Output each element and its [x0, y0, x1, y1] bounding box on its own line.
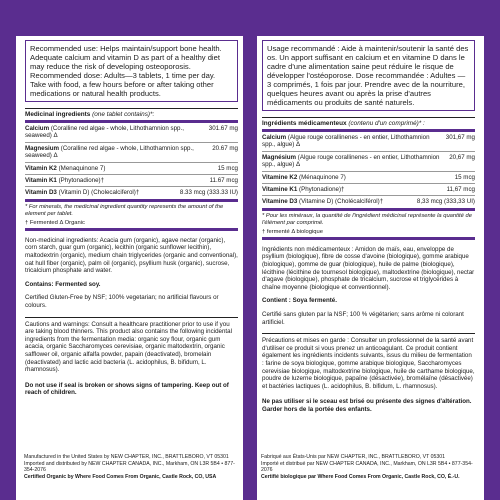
importer-line: Imported and distributed by NEW CHAPTER CANADA, INC., Markham, ON L3R 5B4 • 877-354-2076	[24, 460, 235, 474]
symbol-legend: † Fermented Δ Organic	[25, 220, 238, 231]
ingredient-row	[25, 187, 238, 201]
ingredient-amount: 20,67 mg	[449, 153, 475, 161]
ingredient-name: Vitamin K1	[25, 177, 57, 185]
cautions-and-warnings: Cautions and warnings: Consult a healthcare practitioner prior to use if you are taking blood thinners. This product also contains the following incidental ingredients from the fermentation media: organic soy flour, organic gum acacia, organic Saccharomyces cerevisiae, organic maltodextrin, organic safflower oil, organic alfalfa powder, papain (deactivated), bromelain (deactivated) and lactic acid bacteria (L. acidophilus, B. bifidum, L. rhamnosus).	[25, 317, 238, 374]
ingredient-amount: 11.67 mcg	[209, 177, 238, 185]
ingredient-detail: (Algue rouge corallinenes - en entier, Lithothamnion spp., algue) Δ	[262, 153, 440, 169]
tamper-warning: Ne pas utiliser si le sceau est brisé ou présente des signes d'altération. Garder hors de la portée des enfants.	[262, 398, 472, 413]
minerals-footnote: * For minerals, the medicinal ingredient quantity represents the amount of the element per tablet.	[25, 203, 224, 217]
ingredient-detail: (Phytonadione)†	[299, 186, 345, 194]
ingredient-row	[25, 143, 238, 163]
ingredient-row	[262, 172, 475, 184]
ingredient-detail: (Vitamine D) (Cholécalciférol)†	[299, 198, 384, 206]
french-label-panel	[257, 36, 480, 484]
ingredient-amount: 11,67 mcg	[446, 186, 475, 194]
manufacturer-info	[261, 454, 476, 480]
ingredient-name: Magnésium	[262, 153, 297, 161]
ingredient-amount: 301.67 mg	[208, 125, 238, 132]
ingredient-amount: 301,67 mg	[445, 134, 475, 141]
minerals-footnote: * Pour les minéraux, la quantité de l'ingrédient médicinal représente la quantité de l'élément par comprimé.	[262, 212, 472, 226]
facts-subtitle: (contenu d'un comprimé)* :	[348, 120, 425, 127]
medicinal-ingredients-table	[25, 108, 238, 231]
ingredient-amount: 8.33 mcg (333.33 IU)	[179, 189, 238, 197]
organic-certifier-line: Certified Organic by Where Food Comes From Organic, Castle Rock, CO, USA	[24, 473, 217, 480]
ingredient-name: Vitamine K1	[262, 186, 298, 194]
ingredient-amount: 8,33 mcg (333,33 UI)	[416, 198, 475, 206]
tamper-warning: Do not use if seal is broken or shows signs of tampering. Keep out of reach of children.	[25, 381, 229, 397]
usage-recommande-box	[262, 40, 475, 111]
contains-statement: Contient : Soya fermenté.	[262, 297, 337, 305]
ingredient-row	[262, 132, 475, 152]
precautions-et-mises-en-garde: Précautions et mises en garde : Consulter un professionnel de la santé avant d'utiliser ce produit si vous prenez un anticoagulant. Ce produit contient également les ingrédients incidents suivants, issus du milieu de fermentation : farine de soya biologique, gomme arabique biologique, Saccharomyces cerevisiae biologique, maltodextrine biologique, huile de carthame biologique, poudre de luzerne biologique, papaïne (désactivée), bromélaïne (désactivée) et bactéries lactiques (L. acidophilus, B. bifidum, L. rhamnosus).	[262, 333, 475, 390]
certification-statement: Certifié sans gluten par la NSF; 100 % végétarien; sans arôme ni colorant artificiel.	[262, 311, 464, 326]
ingredient-row	[262, 196, 475, 210]
ingredient-row	[25, 175, 238, 187]
recommended-use-box	[25, 40, 238, 102]
recommended-use-text: Recommended use: Helps maintain/support bone health. Adequate calcium and vitamin D as part of a healthy diet may reduce the risk of developing osteoporosis. Recommended dose: Adults—3 tablets, 1 time per day. Take with food, a few hours before or after taking other medications or natural health products.	[30, 44, 222, 98]
center-purple-divider	[243, 0, 257, 500]
manufacturer-line: Manufactured in the United States by NEW CHAPTER, INC., BRATTLEBORO, VT 05301	[24, 454, 229, 461]
facts-header	[262, 118, 475, 132]
certification-statement: Certified Gluten-Free by NSF; 100% vegetarian; no artificial flavours or colours.	[25, 294, 219, 309]
ingredient-row	[25, 123, 238, 143]
ingredient-detail: (Algue rouge corallinenes - en entier, Lithothamnion spp., algue) Δ	[262, 134, 430, 149]
ingredient-row	[262, 152, 475, 172]
ingredient-name: Vitamin K2	[25, 164, 57, 172]
ingredient-amount: 15 mcg	[454, 173, 475, 181]
ingredient-name: Vitamine D3	[262, 198, 298, 206]
facts-title: Medicinal ingredients	[25, 111, 91, 118]
left-purple-band	[0, 0, 16, 500]
ingredient-detail: (Menaquinone 7)	[58, 164, 106, 172]
right-purple-band	[484, 0, 500, 500]
ingredient-detail: (Coralline red algae - whole, Lithothamnion spp., seaweed) Δ	[25, 144, 194, 160]
ingredient-detail: (Phytonadione)†	[58, 177, 105, 185]
facts-title: Ingrédients médicamenteux	[262, 120, 347, 127]
ingredient-name: Vitamine K2	[262, 173, 298, 181]
importer-line: Importé et distribué par NEW CHAPTER CANADA, INC., Markham, ON L3R 5B4 • 877-354-2076	[261, 460, 473, 474]
ingredient-name: Vitamin D3	[25, 189, 57, 197]
ingredient-amount: 15 mcg	[217, 164, 238, 172]
contains-statement: Contains: Fermented soy.	[25, 280, 101, 288]
ingredient-row	[262, 184, 475, 196]
symbol-legend: † fermenté Δ biologique	[262, 229, 475, 240]
ingredient-row	[25, 163, 238, 175]
ingredient-detail: (Coralline red algae - whole, Lithothamnion spp., seaweed) Δ	[25, 125, 184, 140]
facts-header	[25, 109, 238, 123]
ingredient-detail: (Ménaquinone 7)	[299, 173, 346, 181]
ingredient-detail: (Vitamin D) (Cholecalciferol)†	[58, 189, 140, 197]
ingredient-name: Calcium	[25, 125, 50, 132]
english-label-panel	[20, 36, 243, 484]
facts-subtitle: (one tablet contains)*:	[92, 111, 155, 118]
ingredients-medicamenteux-table	[262, 117, 475, 240]
non-medicinal-ingredients: Ingrédients non médicamenteux : Amidon de maïs, eau, enveloppe de psyllium (biologique), fibre de cosse d'avoine (biologique), gomme arabique (biologique), gomme de guar (biologique), huile de palme (biologique), lécithine (lécithine de tournesol biologique), maltodextrine (biologique), nectar d'agave (biologique), phosphate de tricalcium, sucrose et triglycérides à chaîne moyenne (biologique et conventionnel).	[262, 245, 475, 291]
ingredient-name: Magnesium	[25, 144, 60, 152]
ingredient-name: Calcium	[262, 134, 287, 141]
manufacturer-line: Fabriqué aux États-Unis par NEW CHAPTER, INC., BRATTLEBORO, VT 05301	[261, 454, 446, 461]
usage-recommande-text: Usage recommandé : Aide à maintenir/soutenir la santé des os. Un apport suffisant en calcium et en vitamine D dans le cadre d'une alimentation saine peut réduire le risque de développer l'ostéoporose. Dose recommandée : Adultes — 3 comprimés, 1 fois par jour. Prendre avec de la nourriture, quelques heures avant ou après la prise d'autres médicaments ou produits de santé naturels.	[267, 44, 469, 107]
manufacturer-info	[24, 454, 239, 480]
non-medicinal-ingredients: Non-medicinal ingredients: Acacia gum (organic), agave nectar (organic), corn starch, guar gum (organic), lecithin (organic sunflower lecithin), maltodextrin (organic), medium chain triglycerides (organic and conventional), oat hull fiber (organic), palm oil (organic), psyllium husk (organic), sucrose, tricalcium phosphate and water.	[25, 236, 238, 275]
ingredient-amount: 20.67 mg	[212, 144, 238, 152]
organic-certifier-line: Certifié biologique par Where Food Comes From Organic, Castle Rock, CO, É.-U.	[261, 473, 460, 480]
